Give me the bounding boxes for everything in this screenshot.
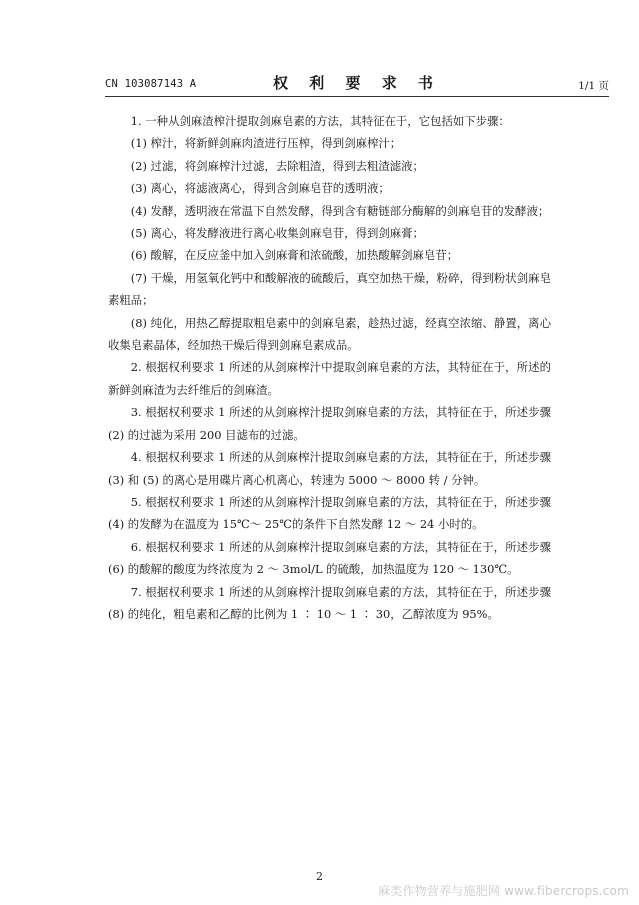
- claims-body: [108, 110, 551, 625]
- claim-7: 7. 根据权利要求 1 所述的从剑麻榨汁提取剑麻皂素的方法，其特征在于，所述步骤 (8) 的纯化，粗皂素和乙醇的比例为 1 ∶ 10 ～ 1 ∶ 30，乙醇浓度为 95%。: [108, 584, 551, 621]
- document-title: 权 利 要 求 书: [273, 74, 441, 92]
- page-indicator: 1/1 页: [578, 80, 609, 92]
- claim-2: 2. 根据权利要求 1 所述的从剑麻榨汁中提取剑麻皂素的方法，其特征在于，所述的新鲜剑麻渣为去纤维后的剑麻渣。: [108, 360, 551, 397]
- document-header: [105, 72, 609, 94]
- publication-number: CN 103087143 A: [105, 78, 197, 90]
- claim-3: 3. 根据权利要求 1 所述的从剑麻榨汁提取剑麻皂素的方法，其特征在于，所述步骤 (2) 的过滤为采用 200 目滤布的过滤。: [108, 405, 551, 442]
- claim-1-step-4: (4) 发酵，透明液在常温下自然发酵，得到含有糖链部分酶解的剑麻皂苷的发酵液；: [130, 203, 550, 218]
- claim-1-step-8: (8) 纯化，用热乙醇提取粗皂素中的剑麻皂素，趁热过滤，经真空浓缩、静置，离心收集皂素晶体，经加热干燥后得到剑麻皂素成品。: [108, 315, 551, 353]
- claim-1-step-1: (1) 榨汁，将新鲜剑麻肉渣进行压榨，得到剑麻榨汁；: [130, 136, 402, 151]
- page-number: 2: [316, 870, 323, 883]
- claim-1-step-5: (5) 离心，将发酵液进行离心收集剑麻皂苷，得到剑麻膏；: [130, 226, 424, 241]
- claim-6: 6. 根据权利要求 1 所述的从剑麻榨汁提取剑麻皂素的方法，其特征在于，所述步骤 (6) 的酸解的酸度为终浓度为 2 ～ 3mol/L 的硫酸，加热温度为 120 ～ 130℃。: [108, 539, 551, 577]
- claim-4: 4. 根据权利要求 1 所述的从剑麻榨汁提取剑麻皂素的方法，其特征在于，所述步骤 (3) 和 (5) 的离心是用碟片离心机离心，转速为 5000 ～ 8000 转 / 分钟。: [108, 450, 551, 487]
- claim-5: 5. 根据权利要求 1 所述的从剑麻榨汁提取剑麻皂素的方法，其特征在于，所述步骤 (4) 的发酵为在温度为 15℃～ 25℃的条件下自然发酵 12 ～ 24 小时的。: [108, 494, 551, 532]
- site-watermark: 麻类作物营养与施肥网 www.fibercrops.com: [378, 884, 629, 898]
- claim-1-step-7: (7) 干燥，用氢氧化钙中和酸解液的硫酸后，真空加热干燥，粉碎，得到粉状剑麻皂素粗品；: [108, 270, 551, 308]
- claim-1-step-6: (6) 酸解，在反应釜中加入剑麻膏和浓硫酸，加热酸解剑麻皂苷；: [130, 248, 459, 263]
- claim-1-step-3: (3) 离心，将滤液离心，得到含剑麻皂苷的透明液；: [130, 181, 390, 196]
- header-divider: [105, 96, 609, 97]
- claim-1-intro: 1. 一种从剑麻渣榨汁提取剑麻皂素的方法，其特征在于，它包括如下步骤：: [130, 114, 510, 128]
- claim-1-step-2: (2) 过滤，将剑麻榨汁过滤，去除粗渣，得到去粗渣滤液；: [130, 158, 424, 173]
